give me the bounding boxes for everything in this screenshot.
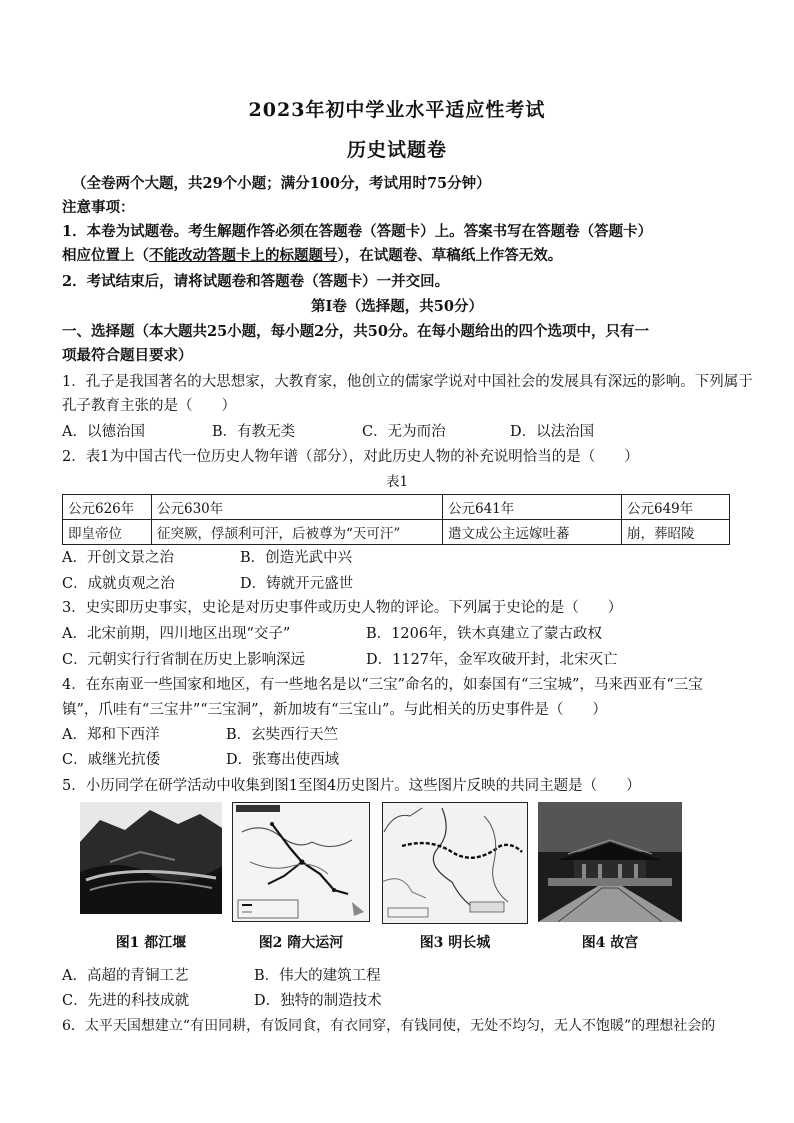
- figure-1: [80, 802, 222, 951]
- q6-stem: 6．太平天国想建立“有田同耕，有饭同食，有衣同穿，有钱同使，无处不均匀，无人不饱暖”的理想社会的: [62, 1018, 716, 1034]
- q1-stem-a: 1．孔子是我国著名的大思想家，大教育家，他创立的儒家学说对中国社会的发展具有深远的影响。下列属于: [62, 374, 753, 390]
- q3-stem: 3．史实即历史事实，史论是对历史事件或历史人物的评论。下列属于史论的是（ ）: [62, 600, 623, 616]
- volume-heading: 第Ⅰ卷（选择题，共50分）: [311, 298, 483, 315]
- q2-stem: 2．表1为中国古代一位历史人物年谱（部分），对此历史人物的补充说明恰当的是（ ）: [62, 449, 639, 465]
- q5-option-d: D．独特的制造技术: [254, 993, 382, 1009]
- q5-option-b: B．伟大的建筑工程: [254, 968, 381, 984]
- q5-stem: 5．小历同学在研学活动中收集到图1至图4历史图片。这些图片反映的共同主题是（ ）: [62, 778, 641, 794]
- q2-option-b: B．创造光武中兴: [240, 550, 353, 566]
- note-1-post: ），在试题卷、草稿纸上作答无效。: [337, 247, 563, 264]
- q3-option-c: C．元朝实行行省制在历史上影响深远: [62, 652, 306, 668]
- note-1-line-a: 1．本卷为试题卷。考生解题作答必须在答题卷（答题卡）上。答案书写在答题卷（答题卡）: [62, 223, 653, 240]
- q2-option-c: C．成就贞观之治: [62, 576, 175, 592]
- table-cell: 公元630年: [152, 495, 443, 520]
- q1-option-c: C．无为而治: [362, 424, 446, 440]
- figure-3-caption: 图3 明长城: [419, 935, 491, 951]
- q4-option-a: A．郑和下西洋: [62, 727, 160, 743]
- q2-table-caption: 表1: [385, 474, 409, 490]
- q5-option-a: A．高超的青铜工艺: [62, 968, 189, 984]
- q5-figures: [62, 802, 732, 952]
- q4-option-c: C．戚继光抗倭: [62, 752, 161, 768]
- note-1-pre: 相应位置上（: [62, 247, 149, 264]
- q2-option-d: D．铸就开元盛世: [240, 576, 354, 592]
- photo-dujiangyan-icon: [80, 802, 222, 914]
- q3-option-d: D．1127年，金军攻破开封，北宋灭亡: [366, 652, 618, 668]
- q3-option-b: B．1206年，铁木真建立了蒙古政权: [366, 626, 603, 642]
- section-heading-b: 项最符合题目要求）: [62, 347, 193, 364]
- table-row: [63, 495, 730, 520]
- q1-option-d: D．以法治国: [510, 424, 595, 440]
- table-row: [63, 520, 730, 545]
- exam-subtitle: 历史试题卷: [346, 139, 447, 161]
- exam-title: 2023年初中学业水平适应性考试: [248, 99, 546, 121]
- note-2: 2．考试结束后，请将试题卷和答题卷（答题卡）一并交回。: [62, 273, 450, 290]
- q2-option-a: A．开创文景之治: [62, 550, 174, 566]
- table-cell: 遣文成公主远嫁吐蕃: [443, 520, 622, 545]
- q4-stem-a: 4．在东南亚一些国家和地区，有一些地名是以“三宝”命名的，如泰国有“三宝城”，马来西亚有“三宝: [62, 677, 703, 693]
- map-grand-canal-icon: [232, 802, 370, 922]
- q1-option-a: A．以德治国: [62, 424, 145, 440]
- table-cell: 崩，葬昭陵: [622, 520, 730, 545]
- table-cell: 公元649年: [622, 495, 730, 520]
- exam-info: （全卷两个大题，共29个小题；满分100分，考试用时75分钟）: [72, 175, 491, 192]
- q4-stem-b: 镇”，爪哇有“三宝井”“三宝洞”，新加坡有“三宝山”。与此相关的历史事件是（ ）: [62, 702, 607, 718]
- note-1-line-b: [62, 246, 562, 266]
- q3-option-a: A．北宋前期，四川地区出现“交子”: [62, 626, 291, 642]
- figure-2: [232, 802, 370, 951]
- section-heading-a: 一、选择题（本大题共25小题，每小题2分，共50分。在每小题给出的四个选项中，只有一: [62, 323, 649, 340]
- q5-option-c: C．先进的科技成就: [62, 993, 190, 1009]
- q1-option-b: B．有教无类: [212, 424, 296, 440]
- note-1-underlined: 不能改动答题卡上的标题题号: [149, 247, 338, 264]
- figure-3: [382, 802, 528, 951]
- notes-heading: 注意事项：: [62, 199, 135, 216]
- map-great-wall-icon: [382, 802, 528, 924]
- q4-option-b: B．玄奘西行天竺: [226, 727, 339, 743]
- table-cell: 公元626年: [63, 495, 152, 520]
- q1-stem-b: 孔子教育主张的是（ ）: [62, 398, 236, 414]
- q4-option-d: D．张骞出使西域: [226, 752, 340, 768]
- figure-1-caption: 图1 都江堰: [115, 935, 187, 951]
- photo-forbidden-city-icon: [538, 802, 682, 922]
- table-cell: 公元641年: [443, 495, 622, 520]
- figure-4: [538, 802, 682, 951]
- q2-table: [62, 494, 730, 545]
- table-cell: 即皇帝位: [63, 520, 152, 545]
- figure-2-caption: 图2 隋大运河: [258, 935, 344, 951]
- table-cell: 征突厥，俘颉利可汗，后被尊为“天可汗”: [152, 520, 443, 545]
- figure-4-caption: 图4 故宫: [581, 935, 639, 951]
